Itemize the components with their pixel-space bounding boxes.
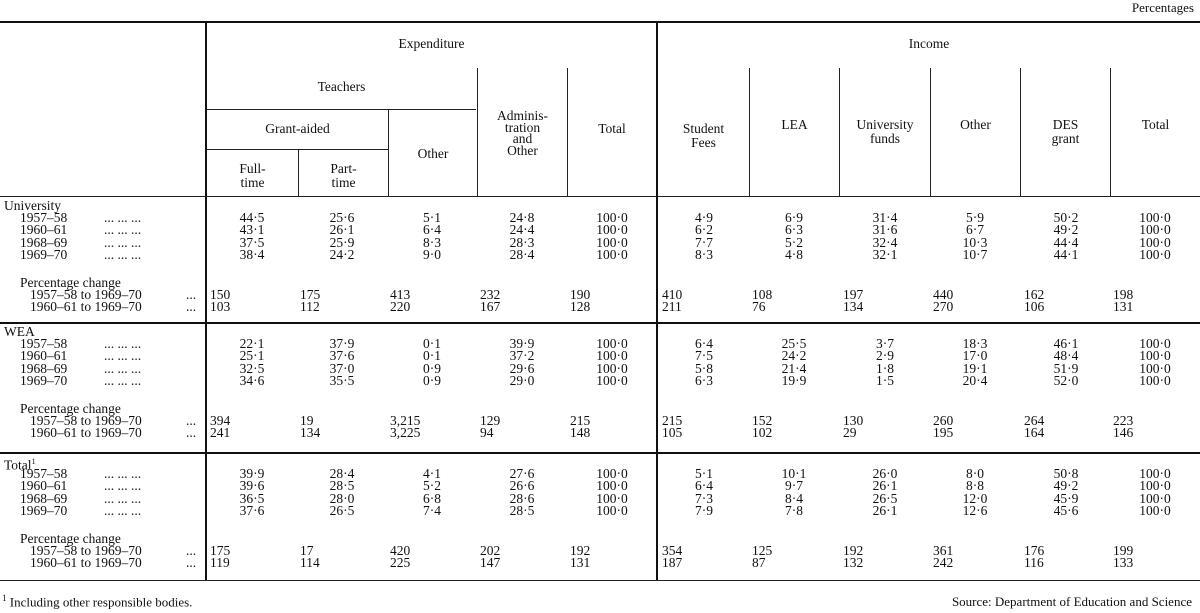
table-cell: 100·0 (1139, 234, 1171, 250)
change-leader-dots: ... (186, 543, 197, 559)
table-cell: 21·4 (781, 360, 807, 376)
table-cell: 52·0 (1053, 372, 1079, 388)
table-cell: 195 (933, 425, 954, 441)
header-income-other: Other (960, 117, 991, 132)
header-admin-line4: Other (507, 142, 538, 158)
table-cell: 100·0 (596, 478, 628, 494)
table-cell: 26·1 (872, 502, 898, 518)
table-cell: 6·3 (785, 222, 803, 238)
table-cell: 32·1 (872, 246, 898, 262)
table-cell: 242 (933, 555, 954, 571)
table-cell: 114 (300, 555, 320, 571)
table-cell: 20·4 (962, 372, 988, 388)
table-cell: 260 (933, 413, 954, 429)
table-cell: 45·9 (1053, 490, 1079, 506)
vrule-des-total (1110, 68, 1111, 196)
table-cell: 100·0 (596, 348, 628, 364)
table-cell: 44·4 (1053, 234, 1079, 250)
table-cell: 38·4 (239, 246, 265, 262)
row-label: 1969–70 (20, 246, 68, 262)
table-cell: 19·1 (962, 360, 988, 376)
change-row-label: 1960–61 to 1969–70 (30, 299, 142, 315)
table-cell: 106 (1024, 299, 1045, 315)
table-cell: 25·1 (239, 348, 265, 364)
table-cell: 134 (300, 425, 321, 441)
table-cell: 112 (300, 299, 320, 315)
change-row-label: 1957–58 to 1969–70 (30, 543, 142, 559)
table-cell: 50·8 (1053, 466, 1079, 482)
header-univ-funds-line2: funds (870, 131, 900, 146)
header-admin-other (478, 110, 567, 156)
table-cell: 44·1 (1053, 246, 1079, 262)
table-cell: 31·6 (872, 222, 898, 238)
row-leader-dots: ... ... ... (104, 336, 142, 352)
table-cell: 6·9 (785, 210, 803, 226)
row-label: 1969–70 (20, 372, 68, 388)
table-cell: 46·1 (1053, 336, 1079, 352)
table-cell: 3·7 (876, 336, 894, 352)
table-cell: 197 (843, 287, 864, 303)
table-cell: 36·5 (239, 490, 265, 506)
header-lea: LEA (781, 117, 808, 132)
table-cell: 10·1 (781, 466, 807, 482)
table-cell: 8·3 (695, 246, 713, 262)
header-admin-line2: tration (504, 119, 541, 135)
row-leader-dots: ... ... ... (104, 222, 142, 238)
table-cell: 410 (662, 287, 683, 303)
vrule-univ-other (930, 68, 931, 196)
row-label: 1968–69 (20, 490, 68, 506)
table-bottom-rule (0, 580, 1200, 581)
table-cell: 190 (570, 287, 591, 303)
table-cell: 100·0 (1139, 478, 1171, 494)
table-cell: 28·5 (329, 478, 355, 494)
table-cell: 28·6 (509, 490, 535, 506)
table-cell: 130 (843, 413, 864, 429)
table-cell: 100·0 (1139, 336, 1171, 352)
header-teachers-other: Other (417, 146, 449, 161)
table-cell: 49·2 (1053, 222, 1079, 238)
table-cell: 100·0 (596, 222, 628, 238)
header-admin-line3: and (512, 131, 533, 146)
table-cell: 24·4 (509, 222, 535, 238)
table-cell: 26·0 (872, 466, 898, 482)
table-cell: 1·5 (876, 372, 894, 388)
table-cell: 211 (662, 299, 682, 315)
table-cell: 192 (843, 543, 864, 559)
table-cell: 26·6 (509, 478, 535, 494)
table-cell: 29 (843, 425, 857, 441)
table-cell: 7·8 (785, 502, 803, 518)
table-cell: 164 (1024, 425, 1045, 441)
table-cell: 4·1 (423, 466, 441, 482)
table-cell: 37·6 (239, 502, 265, 518)
table-cell: 361 (933, 543, 954, 559)
table-cell: 100·0 (1139, 372, 1171, 388)
table-cell: 176 (1024, 543, 1045, 559)
header-expenditure: Expenditure (398, 36, 465, 51)
table-cell: 100·0 (1139, 360, 1171, 376)
table-cell: 148 (570, 425, 591, 441)
table-top-rule (0, 21, 1200, 23)
change-leader-dots: ... (186, 555, 197, 571)
table-cell: 25·9 (329, 234, 355, 250)
table-cell: 187 (662, 555, 683, 571)
change-leader-dots: ... (186, 413, 197, 429)
table-cell: 162 (1024, 287, 1045, 303)
row-leader-dots: ... ... ... (104, 210, 142, 226)
table-cell: 12·0 (962, 490, 988, 506)
section-title-footnote-mark: 1 (31, 457, 36, 466)
table-cell: 134 (843, 299, 864, 315)
table-cell: 29·0 (509, 372, 535, 388)
table-cell: 100·0 (1139, 348, 1171, 364)
exp-inc-divider (656, 21, 658, 580)
table-cell: 100·0 (1139, 222, 1171, 238)
table-cell: 9·7 (785, 478, 803, 494)
units-note: Percentages (1131, 0, 1194, 15)
table-cell: 44·5 (239, 210, 265, 226)
table-cell: 0·9 (423, 372, 441, 388)
table-cell: 150 (210, 287, 231, 303)
table-cell: 100·0 (1139, 246, 1171, 262)
row-label: 1960–61 (20, 348, 68, 364)
row-leader-dots: ... ... ... (104, 372, 142, 388)
table-cell: 24·8 (509, 210, 535, 226)
table-cell: 6·4 (695, 336, 713, 352)
change-title: Percentage change (20, 401, 121, 416)
table-cell: 28·3 (509, 234, 535, 250)
table-cell: 32·5 (239, 360, 265, 376)
table-cell: 26·1 (329, 222, 355, 238)
table-cell: 167 (480, 299, 501, 315)
table-cell: 28·4 (509, 246, 535, 262)
header-grant-aided: Grant-aided (265, 121, 330, 136)
table-cell: 100·0 (1139, 466, 1171, 482)
table-cell: 102 (752, 425, 773, 441)
table-cell: 7·5 (695, 348, 713, 364)
table-cell: 175 (210, 543, 231, 559)
change-row-label: 1957–58 to 1969–70 (30, 287, 142, 303)
table-cell: 100·0 (596, 234, 628, 250)
table-cell: 223 (1113, 413, 1134, 429)
table-cell: 76 (752, 299, 766, 315)
table-cell: 25·5 (781, 336, 807, 352)
row-leader-dots: ... ... ... (104, 478, 142, 494)
row-label: 1957–58 (20, 466, 68, 482)
row-label: 1968–69 (20, 360, 68, 376)
table-cell: 48·4 (1053, 348, 1079, 364)
table-cell: 2·9 (876, 348, 894, 364)
table-cell: 100·0 (596, 466, 628, 482)
table-cell: 51·9 (1053, 360, 1079, 376)
table-cell: 35·5 (329, 372, 355, 388)
table-cell: 215 (570, 413, 591, 429)
table-cell: 119 (210, 555, 230, 571)
table-cell: 5·1 (423, 210, 441, 226)
table-cell: 37·6 (329, 348, 355, 364)
table-cell: 6·2 (695, 222, 713, 238)
table-cell: 5·8 (695, 360, 713, 376)
change-title: Percentage change (20, 531, 121, 546)
table-cell: 125 (752, 543, 773, 559)
table-cell: 37·9 (329, 336, 355, 352)
table-cell: 50·2 (1053, 210, 1079, 226)
table-cell: 100·0 (596, 490, 628, 506)
section-title-text: University (4, 198, 61, 213)
table-cell: 100·0 (596, 360, 628, 376)
header-income-total: Total (1141, 117, 1170, 132)
table-cell: 37·5 (239, 234, 265, 250)
row-leader-dots: ... ... ... (104, 466, 142, 482)
header-des-grant-line2: grant (1051, 131, 1080, 146)
row-leader-dots: ... ... ... (104, 234, 142, 250)
table-cell: 103 (210, 299, 231, 315)
header-student-fees-line2: Fees (691, 135, 716, 150)
table-cell: 4·9 (695, 210, 713, 226)
header-university-funds (840, 118, 930, 146)
header-part-time-line2: time (331, 175, 356, 190)
change-title: Percentage change (20, 275, 121, 290)
table-cell: 420 (390, 543, 411, 559)
row-label: 1957–58 (20, 210, 68, 226)
table-cell: 17 (300, 543, 314, 559)
section-title-text: WEA (4, 324, 35, 339)
table-cell: 202 (480, 543, 501, 559)
vrule-fees-lea (749, 68, 750, 196)
table-cell: 108 (752, 287, 773, 303)
section-rule-wea (0, 322, 1200, 324)
row-leader-dots: ... ... ... (104, 360, 142, 376)
table-cell: 10·7 (962, 246, 988, 262)
table-cell: 5·2 (423, 478, 441, 494)
table-cell: 6·7 (966, 222, 984, 238)
table-cell: 116 (1024, 555, 1044, 571)
header-part-time-line1: Part- (330, 161, 357, 176)
header-des-grant-line1: DES (1052, 117, 1079, 132)
table-cell: 3,225 (390, 425, 421, 441)
header-teachers: Teachers (317, 79, 366, 94)
change-leader-dots: ... (186, 299, 197, 315)
footnote-mark: 1 (2, 593, 7, 603)
footnote-text: Including other responsible bodies. (6, 594, 193, 610)
row-leader-dots: ... ... ... (104, 246, 142, 262)
table-cell: 87 (752, 555, 766, 571)
table-cell: 100·0 (1139, 502, 1171, 518)
header-student-fees-line1: Student (682, 121, 725, 136)
row-leader-dots: ... ... ... (104, 490, 142, 506)
table-cell: 0·1 (423, 348, 441, 364)
table-cell: 39·6 (239, 478, 265, 494)
table-cell: 100·0 (1139, 490, 1171, 506)
table-cell: 8·0 (966, 466, 984, 482)
change-leader-dots: ... (186, 287, 197, 303)
table-cell: 39·9 (239, 466, 265, 482)
header-full-time-line1: Full- (239, 161, 266, 176)
table-cell: 1·8 (876, 360, 894, 376)
table-cell: 129 (480, 413, 501, 429)
table-cell: 152 (752, 413, 773, 429)
table-cell: 199 (1113, 543, 1134, 559)
table-cell: 0·1 (423, 336, 441, 352)
table-cell: 394 (210, 413, 231, 429)
table-cell: 215 (662, 413, 683, 429)
table-cell: 9·0 (423, 246, 441, 262)
source-note: Source: Department of Education and Science (951, 594, 1192, 609)
header-admin-line1: Adminis- (496, 108, 548, 123)
row-leader-dots: ... ... ... (104, 502, 142, 518)
table-cell: 32·4 (872, 234, 898, 250)
table-cell: 8·4 (785, 490, 803, 506)
table-cell: 270 (933, 299, 954, 315)
table-cell: 131 (1113, 299, 1134, 315)
table-cell: 5·2 (785, 234, 803, 250)
header-student-fees (658, 122, 749, 150)
table-cell: 10·3 (962, 234, 988, 250)
table-cell: 192 (570, 543, 591, 559)
table-cell: 100·0 (596, 246, 628, 262)
table-cell: 100·0 (1139, 210, 1171, 226)
section-rule-total (0, 452, 1200, 454)
table-cell: 175 (300, 287, 321, 303)
table-cell: 133 (1113, 555, 1134, 571)
table-cell: 6·4 (695, 478, 713, 494)
table-cell: 8·8 (966, 478, 984, 494)
table-cell: 22·1 (239, 336, 265, 352)
header-des-grant (1021, 118, 1110, 146)
table-cell: 31·4 (872, 210, 898, 226)
table-cell: 7·4 (423, 502, 441, 518)
table-cell: 232 (480, 287, 501, 303)
change-row-label: 1960–61 to 1969–70 (30, 425, 142, 441)
table-cell: 440 (933, 287, 954, 303)
table-cell: 413 (390, 287, 411, 303)
table-cell: 28·5 (509, 502, 535, 518)
table-cell: 28·0 (329, 490, 355, 506)
row-label: 1968–69 (20, 234, 68, 250)
table-cell: 100·0 (596, 210, 628, 226)
table-cell: 19 (300, 413, 314, 429)
table-cell: 26·5 (872, 490, 898, 506)
table-cell: 264 (1024, 413, 1045, 429)
header-univ-funds-line1: University (856, 117, 914, 132)
table-cell: 37·2 (509, 348, 535, 364)
table-cell: 7·9 (695, 502, 713, 518)
table-cell: 29·6 (509, 360, 535, 376)
table-cell: 220 (390, 299, 411, 315)
table-cell: 146 (1113, 425, 1134, 441)
table-cell: 7·3 (695, 490, 713, 506)
table-cell: 8·3 (423, 234, 441, 250)
row-label: 1960–61 (20, 478, 68, 494)
change-leader-dots: ... (186, 425, 197, 441)
table-cell: 100·0 (596, 336, 628, 352)
table-cell: 105 (662, 425, 683, 441)
table-cell: 26·1 (872, 478, 898, 494)
table-cell: 100·0 (596, 502, 628, 518)
table-cell: 5·9 (966, 210, 984, 226)
table-cell: 34·6 (239, 372, 265, 388)
header-part-time (299, 162, 388, 190)
table-cell: 94 (480, 425, 494, 441)
table-cell: 43·1 (239, 222, 265, 238)
table-cell: 37·0 (329, 360, 355, 376)
table-cell: 12·6 (962, 502, 988, 518)
table-cell: 6·8 (423, 490, 441, 506)
table-cell: 0·9 (423, 360, 441, 376)
table-cell: 147 (480, 555, 501, 571)
table-cell: 6·3 (695, 372, 713, 388)
header-full-time-line2: time (240, 175, 265, 190)
table-cell: 198 (1113, 287, 1134, 303)
table-cell: 24·2 (329, 246, 355, 262)
change-row-label: 1957–58 to 1969–70 (30, 413, 142, 429)
table-cell: 354 (662, 543, 683, 559)
stub-divider (205, 21, 207, 580)
header-exp-total: Total (598, 121, 626, 136)
table-cell: 39·9 (509, 336, 535, 352)
row-label: 1957–58 (20, 336, 68, 352)
footnote (2, 593, 192, 610)
change-row-label: 1960–61 to 1969–70 (30, 555, 142, 571)
header-full-time (207, 162, 298, 190)
table-cell: 45·6 (1053, 502, 1079, 518)
teachers-rule (207, 109, 476, 110)
table-cell: 18·3 (962, 336, 988, 352)
table-cell: 225 (390, 555, 411, 571)
table-cell: 132 (843, 555, 864, 571)
table-cell: 49·2 (1053, 478, 1079, 494)
table-cell: 26·5 (329, 502, 355, 518)
header-bottom-rule (0, 196, 1200, 197)
table-cell: 25·6 (329, 210, 355, 226)
table-cell: 5·1 (695, 466, 713, 482)
table-cell: 24·2 (781, 348, 807, 364)
section-title-text: Total (4, 457, 32, 473)
table-cell: 19·9 (781, 372, 807, 388)
table-cell: 100·0 (596, 372, 628, 388)
table-cell: 17·0 (962, 348, 988, 364)
table-cell: 27·6 (509, 466, 535, 482)
table-cell: 4·8 (785, 246, 803, 262)
table-cell: 28·4 (329, 466, 355, 482)
table-cell: 128 (570, 299, 591, 315)
table-cell: 241 (210, 425, 231, 441)
row-label: 1960–61 (20, 222, 68, 238)
row-label: 1969–70 (20, 502, 68, 518)
table-cell: 6·4 (423, 222, 441, 238)
table-cell: 3,215 (390, 413, 421, 429)
table-cell: 7·7 (695, 234, 713, 250)
row-leader-dots: ... ... ... (104, 348, 142, 364)
header-income: Income (908, 36, 950, 51)
table-cell: 131 (570, 555, 591, 571)
